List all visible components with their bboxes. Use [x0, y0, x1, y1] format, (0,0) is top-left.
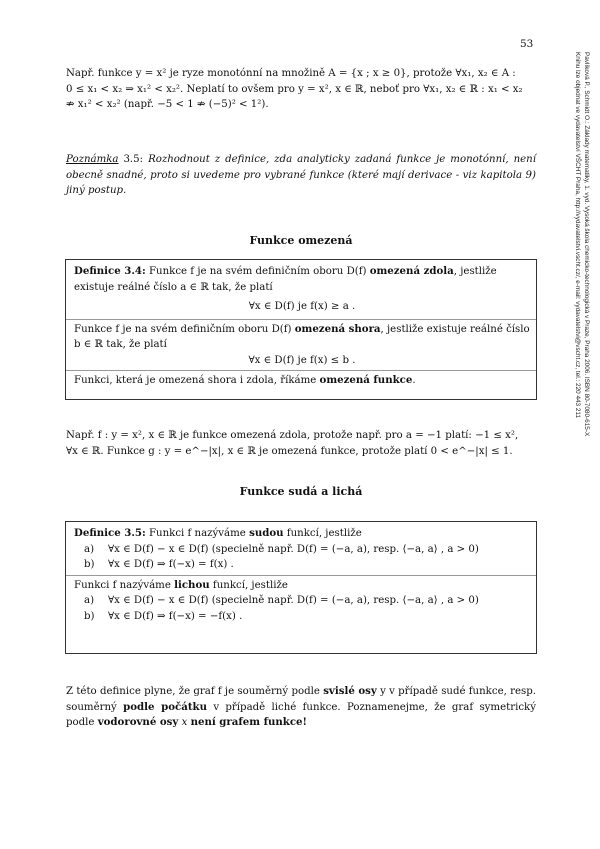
def34-p1c: , jestliže existuje reálné číslo a ∈ ℝ tak, že platí [74, 266, 497, 293]
def34-p2c: , jestliže existuje reálné číslo b ∈ ℝ tak, že platí [74, 323, 530, 350]
def35-b2-label: b) [84, 610, 95, 622]
definition-3-5-box [65, 521, 537, 654]
def34-p1a: Funkce f je na svém definičním oboru D(f) [148, 266, 367, 277]
def34-para-2 [74, 322, 530, 353]
def35-para-1 [74, 526, 530, 542]
closing-t1: Z této definice plyne, že graf f je souměrný podle [66, 686, 320, 697]
intro-line-3: ⇏ x₁² < x₂² (např. −5 < 1 ⇏ (−5)² < 1²). [66, 99, 269, 110]
def35-b1-text: ∀x ∈ D(f) ⇒ f(−x) = f(x) . [108, 559, 234, 570]
def35-divider-1 [66, 575, 536, 576]
example-line-1: Např. f : y = x², x ∈ ℝ je funkce omezená zdola, protože např. pro a = −1 platí: −1 ≤ x², [66, 430, 519, 441]
side-citation [565, 52, 595, 672]
closing-paragraph [66, 684, 536, 731]
def35-b2-text: ∀x ∈ D(f) ⇒ f(−x) = −f(x) . [108, 610, 243, 622]
example-line-2: ∀x ∈ ℝ. Funkce g : y = e^−|x|, x ∈ ℝ je omezená funkce, protože platí 0 < e^−|x| ≤ 1. [66, 445, 513, 457]
def34-formula-2: ∀x ∈ D(f) je f(x) ≤ b . [248, 354, 356, 366]
note-label: Poznámka [66, 154, 119, 165]
def35-p2c: funkcí, jestliže [212, 579, 288, 591]
definition-3-4-box [65, 259, 537, 400]
intro-paragraph [66, 66, 536, 113]
def35-a2-text: ∀x ∈ D(f) − x ∈ D(f) (specielně např. D(f) = (−a, a), resp. ⟨−a, a⟩ , a > 0) [108, 595, 479, 606]
closing-t3: y v případě sudé funkce, resp. souměrný [66, 686, 536, 713]
def35-even-condition-a [74, 542, 530, 558]
intro-line-2: 0 ≤ x₁ < x₂ ⇒ x₁² < x₂². Neplatí to ovšem pro y = x², x ∈ ℝ, neboť pro ∀x₁, x₂ ∈ ℝ : x₁ < x₂ [66, 83, 523, 95]
section-title-even-odd: Funkce sudá a lichá [239, 485, 363, 498]
citation-line-1: Pavlíková P., Schmidt O.: Základy matematiky, 1. vyd. Vysoká škola chemicko-technologická v Praze, Praha 2006. ISBN 80-7080-615-X [583, 52, 590, 437]
def34-p3a: Funkci, která je omezená shora i zdola, říkáme [74, 375, 317, 386]
def35-para-2 [74, 578, 530, 594]
def34-p2b: omezená shora [294, 322, 381, 335]
section-title-bounded: Funkce omezená [249, 234, 353, 247]
def35-p1a: Funkci f nazýváme [148, 528, 246, 539]
def35-p1b: sudou [249, 527, 284, 539]
note-number: 3.5: [123, 154, 144, 165]
example-paragraph [66, 428, 536, 459]
citation-line-2: Knihu lze objednat ve vydavatelství VŠCHT Praha, http://vydavatelstvi.vscht.cz/, e-mail: vydavatelstvi@vscht.cz, tel.: 220 443 211 [574, 52, 581, 419]
closing-t6: vodorovné osy [97, 716, 179, 728]
def35-title: Definice 3.5: [74, 527, 146, 539]
def34-divider-2 [66, 370, 536, 371]
closing-t2: svislé osy [323, 685, 377, 697]
def35-a2-label: a) [84, 595, 95, 606]
def35-odd-condition-b [74, 609, 530, 625]
note-text: Rozhodnout z definice, zda analyticky zadaná funkce je monotónní, není obecně snadné, proto si uvedeme pro vybrané funkce (které mají derivace - viz kapitola 9) jiný postup. [66, 154, 536, 196]
def34-title: Definice 3.4: [74, 265, 146, 277]
def34-para-3 [74, 373, 530, 389]
def34-p2a: Funkce f je na svém definičním oboru D(f) [74, 323, 292, 335]
def34-divider-1 [66, 319, 536, 320]
def35-a1-label: a) [84, 543, 95, 555]
closing-t4: podle počátku [123, 700, 208, 713]
def34-p1b: omezená zdola [369, 265, 454, 277]
def34-para-1 [74, 264, 530, 295]
closing-t5: v případě liché funkce. Poznamenejme, že graf symetrický podle [66, 701, 536, 728]
def35-p2a: Funkci f nazýváme [74, 579, 171, 591]
closing-t8: není grafem funkce! [190, 716, 307, 728]
page-number: 53 [520, 38, 534, 50]
def35-b1-label: b) [84, 559, 95, 570]
closing-t7: x [181, 717, 188, 728]
intro-line-1: Např. funkce y = x² je ryze monotónní na množině A = {x ; x ≥ 0}, protože ∀x₁, x₂ ∈ A : [66, 68, 516, 79]
def35-odd-condition-a [74, 593, 530, 609]
def34-p3c: . [412, 375, 416, 386]
def35-p1c: funkcí, jestliže [286, 528, 362, 539]
def35-p2b: lichou [174, 578, 210, 591]
note-paragraph [66, 152, 536, 199]
def34-formula-1: ∀x ∈ D(f) je f(x) ≥ a . [248, 301, 356, 312]
def35-a1-text: ∀x ∈ D(f) − x ∈ D(f) (specielně např. D(f) = (−a, a), resp. ⟨−a, a⟩ , a > 0) [108, 543, 479, 555]
def35-even-condition-b [74, 557, 530, 573]
def34-p3b: omezená funkce [319, 374, 413, 386]
